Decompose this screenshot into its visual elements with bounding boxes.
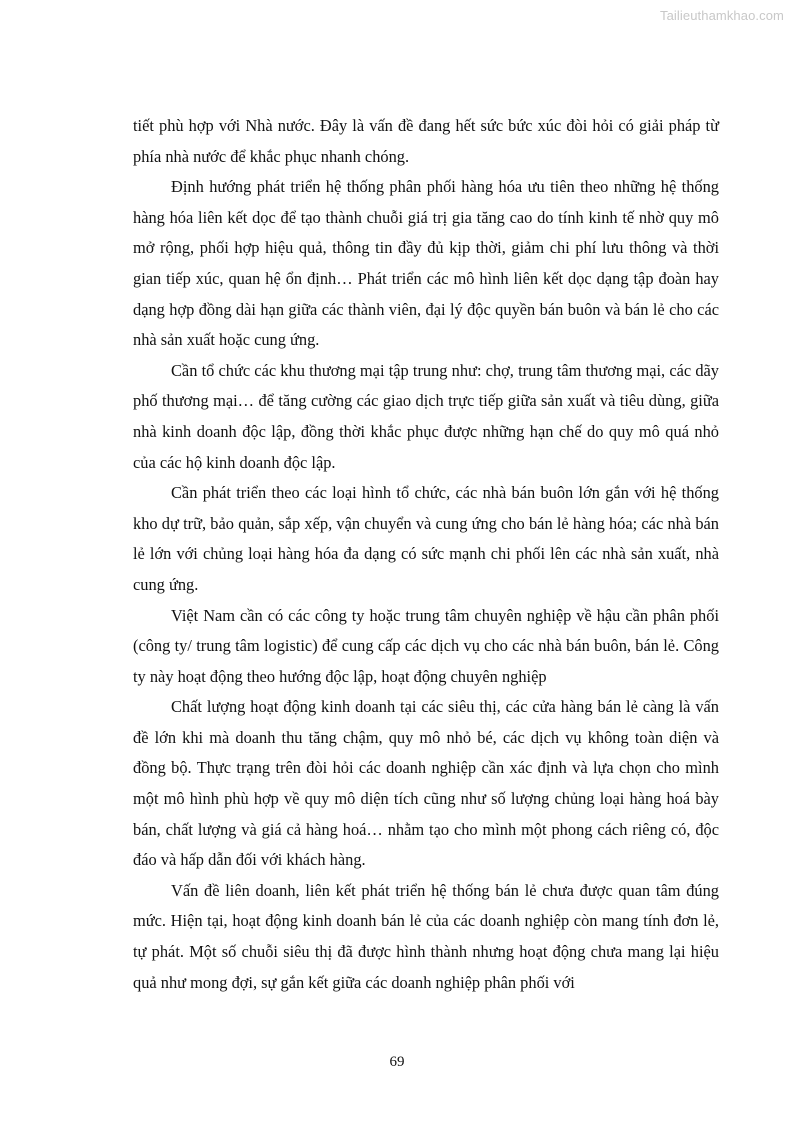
- paragraph: Việt Nam cần có các công ty hoặc trung tâm chuyên nghiệp về hậu cần phân phối (công ty/ trung tâm logistic) để cung cấp các dịch vụ cho các nhà bán buôn, bán lẻ. Công ty này hoạt động theo hướng độc lập, hoạt động chuyên nghiệp: [133, 605, 719, 686]
- site-watermark: Tailieuthamkhao.com: [659, 8, 784, 23]
- document-body: [133, 111, 719, 998]
- paragraph: Chất lượng hoạt động kinh doanh tại các siêu thị, các cửa hàng bán lẻ càng là vấn đề lớn khi mà doanh thu tăng chậm, quy mô nhỏ bé, các dịch vụ không toàn diện và đồng bộ. Thực trạng trên đòi hỏi các doanh nghiệp cần xác định và lựa chọn cho mình một mô hình phù hợp về quy mô diện tích cũng như số lượng chủng loại hàng hoá bày bán, chất lượng và giá cả hàng hoá… nhằm tạo cho mình một phong cách riêng có, độc đáo và hấp dẫn đối với khách hàng.: [133, 697, 719, 870]
- page-number: 69: [389, 1054, 405, 1070]
- paragraph: Định hướng phát triển hệ thống phân phối hàng hóa ưu tiên theo những hệ thống hàng hóa liên kết dọc để tạo thành chuỗi giá trị gia tăng cao do tính kinh tế nhờ quy mô mở rộng, phối hợp hiệu quả, thông tin đầy đủ kịp thời, giảm chi phí lưu thông và thời gian tiếp xúc, quan hệ ổn định… Phát triển các mô hình liên kết dọc dạng tập đoàn hay dạng hợp đồng dài hạn giữa các thành viên, đại lý độc quyền bán buôn và bán lẻ cho các nhà sản xuất hoặc cung ứng.: [133, 177, 719, 350]
- paragraph: Cần phát triển theo các loại hình tổ chức, các nhà bán buôn lớn gắn với hệ thống kho dự trữ, bảo quản, sắp xếp, vận chuyển và cung ứng cho bán lẻ hàng hóa; các nhà bán lẻ lớn với chủng loại hàng hóa đa dạng có sức mạnh chi phối lên các nhà sản xuất, nhà cung ứng.: [133, 483, 719, 594]
- paragraph-continuation: tiết phù hợp với Nhà nước. Đây là vấn đề đang hết sức bức xúc đòi hỏi có giải pháp từ phía nhà nước để khắc phục nhanh chóng.: [133, 116, 719, 166]
- paragraph: Vấn đề liên doanh, liên kết phát triển hệ thống bán lẻ chưa được quan tâm đúng mức. Hiện tại, hoạt động kinh doanh bán lẻ của các doanh nghiệp còn mang tính đơn lẻ, tự phát. Một số chuỗi siêu thị đã được hình thành nhưng hoạt động chưa mang lại hiệu quả như mong đợi, sự gắn kết giữa các doanh nghiệp phân phối với: [133, 880, 719, 992]
- paragraph: Cần tổ chức các khu thương mại tập trung như: chợ, trung tâm thương mại, các dãy phố thương mại… để tăng cường các giao dịch trực tiếp giữa sản xuất và tiêu dùng, giữa nhà kinh doanh độc lập, đồng thời khắc phục được những hạn chế do quy mô quá nhỏ của các hộ kinh doanh độc lập.: [133, 360, 719, 472]
